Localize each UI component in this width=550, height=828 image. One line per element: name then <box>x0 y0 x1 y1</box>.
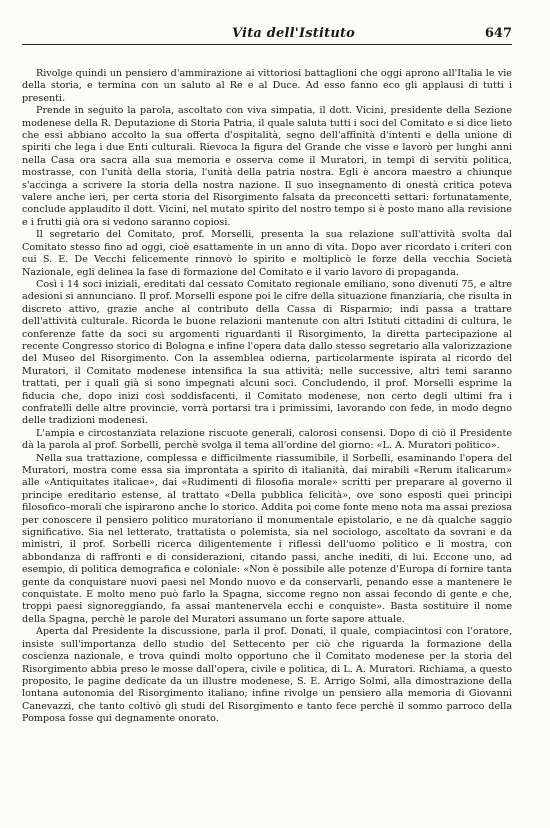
paragraph: L'ampia e circostanziata relazione riscuote generali, calorosi consensi. Dopo di ciò il Presidente dà la parola al prof. Sorbelli, perchè svolga il tema all'ordine del giorno: «L. A. Muratori politico». <box>22 427 512 452</box>
paragraph: Nella sua trattazione, complessa e difficilmente riassumibile, il Sorbelli, esaminando l'opera del Muratori, mostra come essa sia improntata a spirito di italianità, dai mirabili «Rerum italicarum» alle «Antiquitates italicae», dai «Rudimenti di filosofia morale» scritti per preparare al governo il principe ereditario estense, al trattato «Della pubblica felicità», ove sono esposti quei principi filosofico–morali che ispirarono anche lo storico. Addita poi come fonte meno nota ma assai preziosa per conoscere il pensiero politico muratoriano il monumentale epistolario, e ne dà qualche saggio significativo. Sia nel letterato, trattatista o polemista, sia nel sociologo, ascoltato da sovrani e da ministri, il prof. Sorbelli ricerca diligentemente i riflessi dell'uomo politico e li mostra, con abbondanza di raffronti e di considerazioni, citando passi, anche inediti, di lui. Eccone uno, ad esempio, di politica demografica e coloniale: «Non è possibile alle potenze d'Europa di fornire tanta gente da conquistare nuovi paesi nel Mondo nuovo e da conservarli, penando esse a mantenere le conquistate. E molto meno può farlo la Spagna, siccome regno non assai fecondo di gente e che, troppi paesi signoreggiando, fa assai mantenervela ecchi e conquiste». Basta sostituire il nome della Spagna, perchè le parole del Muratori assumano un forte sapore attuale. <box>22 452 512 625</box>
paragraph: Il segretario del Comitato, prof. Morselli, presenta la sua relazione sull'attività svolta dal Comitato stesso fino ad oggi, cioè esattamente in un anno di vita. Dopo aver ricordato i criteri con cui S. E. De Vecchi felicemente rinnovò lo spirito e moltiplicò le forze della vecchia Società Nazionale, egli delinea la fase di formazione del Comitato e il vario lavoro di propaganda. <box>22 229 512 278</box>
header-rule <box>22 44 512 45</box>
running-header <box>22 26 512 44</box>
paragraph: Così i 14 soci iniziali, ereditati dal cessato Comitato regionale emiliano, sono divenuti 75, e altre adesioni si annunciano. Il prof. Morselli espone poi le cifre della situazione finanziaria, che risulta in discreto attivo, grazie anche al contributo della Cassa di Risparmio; indi passa a trattare dell'attività culturale. Ricorda le buone relazioni mantenute con altri Istituti cittadini di cultura, le conferenze fatte da soci su argomenti riguardanti il Risorgimento, la diretta partecipazione al recente Congresso storico di Bologna e infine l'opera data dallo stesso segretario alla valorizzazione del Museo del Risorgimento. Con la assemblea odierna, particolarmente ispirata al ricordo del Muratori, il Comitato modenese intensifica la sua attività; nelle successive, altri temi saranno trattati, per i quali già si sono impegnati alcuni soci. Concludendo, il prof. Morselli esprime la fiducia che, dopo inizi così soddisfacenti, il Comitato modenese, non certo degli ultimi fra i confratelli delle altre provincie, vorrà portarsi tra i primissimi, lavorando con fede, in modo degno delle tradizioni modenesi. <box>22 278 512 427</box>
body-text <box>22 68 512 726</box>
paragraph: Rivolge quindi un pensiero d'ammirazione ai vittoriosi battaglioni che oggi aprono all'Italia le vie della storia, e termina con un saluto al Re e al Duce. Ad esso fanno eco gli applausi di tutti i presenti. <box>22 68 512 104</box>
running-title: Vita dell'Istituto <box>232 26 356 41</box>
paragraph: Prende in seguito la parola, ascoltato con viva simpatia, il dott. Vicini, presidente della Sezione modenese della R. Deputazione di Storia Patria, il quale saluta tutti i soci del Comitato e si dice lieto che essi abbiano accolto la sua offerta d'ospitalità, segno dell'affinità d'intenti e della unione di spiriti che lega i due Enti culturali. Rievoca la figura del Grande che visse e lavorò per lunghi anni nella Casa ora sacra alla sua memoria e osserva come il Muratori, in tempi di servitù politica, mostrasse, con l'unità della storia, l'unità della patria nostra. Egli è ancora maestro a chiunque s'accinga a scrivere la storia della nostra nazione. Il suo insegnamento di onestà critica poteva valere anche ieri, per certa storia del Risorgimento falsata da preconcetti settari: fortunatamente, conclude applaudito il dott. Vicini, nel mutato spirito del nostro tempo si è posto mano alla revisione e i frutti già ora si vedono saranno copiosi. <box>22 105 512 228</box>
paragraph: Aperta dal Presidente la discussione, parla il prof. Donati, il quale, compiacintosi con l'oratore, insiste sull'importanza dello studio del Settecento per ciò che riguarda la formazione della coscienza nazionale, e trova quindi molto opportuno che il Comitato modenese per la storia del Risorgimento abbia preso le mosse dall'opera, civile e politica, di L. A. Muratori. Richiama, a questo proposito, le pagine dedicate da un illustre modenese, S. E. Arrigo Solmi, alla dimostrazione della lontana autonomia del Risorgimento italiano; infine rivolge un pensiero alla memoria di Giovanni Canevazzi, che tanto coltivò gli studi del Risorgimento e tanto fece perchè il sommo parroco della Pomposa fosse qui degnamente onorato. <box>22 626 512 725</box>
page-number: 647 <box>484 26 512 41</box>
